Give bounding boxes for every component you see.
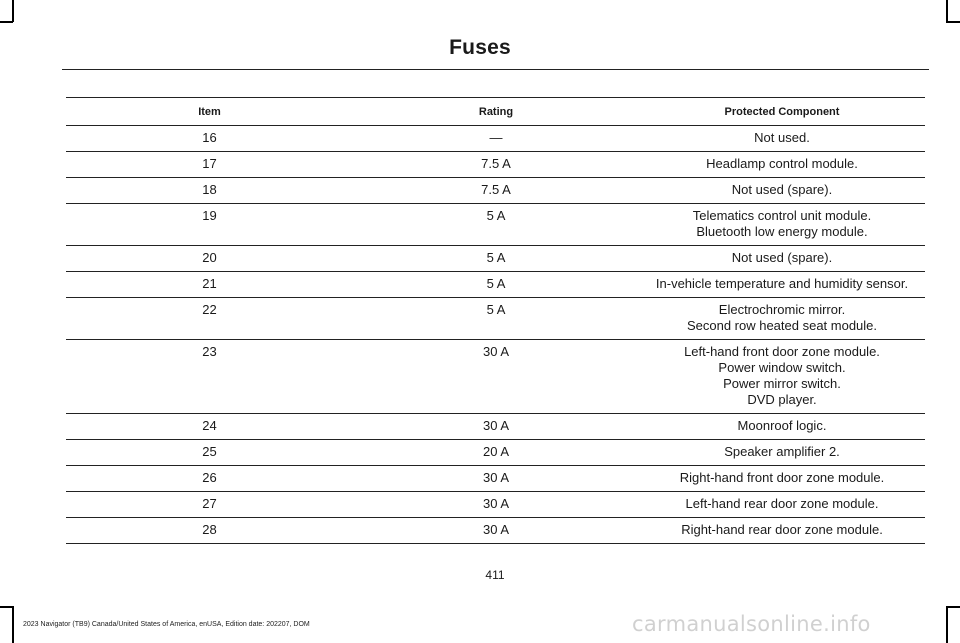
cell-protected-component (639, 518, 925, 544)
crop-mark-bottom-right-v (946, 606, 948, 643)
table-row (66, 272, 925, 298)
crop-mark-top-right-h (946, 21, 960, 23)
cell-rating: 5 A (353, 204, 639, 246)
cell-protected-component (639, 440, 925, 466)
cell-item: 26 (66, 466, 353, 492)
cell-rating: — (353, 126, 639, 152)
component-line: Right-hand front door zone module. (679, 470, 885, 485)
cell-item: 17 (66, 152, 353, 178)
cell-protected-component (639, 492, 925, 518)
cell-item: 28 (66, 518, 353, 544)
component-line: Telematics control unit module. (692, 208, 872, 223)
cell-protected-component (639, 178, 925, 204)
cell-protected-component (639, 414, 925, 440)
column-header-item: Item (66, 98, 353, 126)
cell-item: 20 (66, 246, 353, 272)
table-row (66, 440, 925, 466)
page-title: Fuses (449, 36, 511, 59)
table-row (66, 246, 925, 272)
table-row (66, 152, 925, 178)
component-line: Not used. (754, 130, 810, 145)
cell-rating: 30 A (353, 466, 639, 492)
cell-rating: 20 A (353, 440, 639, 466)
table-row (66, 204, 925, 246)
crop-mark-bottom-left-v (12, 606, 14, 643)
table-row (66, 466, 925, 492)
cell-rating: 30 A (353, 340, 639, 414)
table-row (66, 492, 925, 518)
component-line: Left-hand rear door zone module. (685, 496, 879, 511)
table-row (66, 518, 925, 544)
cell-rating: 7.5 A (353, 178, 639, 204)
cell-protected-component (639, 126, 925, 152)
cell-protected-component (639, 246, 925, 272)
table-header-row (66, 98, 925, 126)
cell-item: 25 (66, 440, 353, 466)
component-line: Not used (spare). (731, 182, 833, 197)
cell-rating: 30 A (353, 492, 639, 518)
cell-protected-component (639, 466, 925, 492)
component-line: Electrochromic mirror. (718, 302, 846, 317)
component-line: Speaker amplifier 2. (724, 444, 840, 459)
fuse-table (66, 97, 925, 544)
cell-protected-component (639, 272, 925, 298)
component-line: Not used (spare). (731, 250, 833, 265)
cell-item: 27 (66, 492, 353, 518)
component-line: Moonroof logic. (737, 418, 827, 433)
component-line: Headlamp control module. (706, 156, 858, 171)
document-info: 2023 Navigator (TB9) Canada/United States of America, enUSA, Edition date: 202207, DOM (23, 621, 310, 628)
cell-item: 19 (66, 204, 353, 246)
component-line: In-vehicle temperature and humidity sensor. (655, 276, 909, 291)
cell-item: 24 (66, 414, 353, 440)
cell-item: 18 (66, 178, 353, 204)
table-row (66, 414, 925, 440)
table-body (66, 126, 925, 544)
cell-rating: 7.5 A (353, 152, 639, 178)
cell-item: 21 (66, 272, 353, 298)
crop-mark-top-left-v (12, 0, 14, 22)
cell-rating: 30 A (353, 518, 639, 544)
component-line: DVD player. (747, 392, 817, 407)
cell-rating: 5 A (353, 272, 639, 298)
component-line: Bluetooth low energy module. (696, 224, 868, 239)
table-row (66, 178, 925, 204)
component-line: Left-hand front door zone module. (684, 344, 880, 359)
crop-mark-top-left-h (0, 21, 13, 23)
table-row (66, 126, 925, 152)
table-row (66, 340, 925, 414)
cell-item: 23 (66, 340, 353, 414)
cell-item: 16 (66, 126, 353, 152)
component-line: Right-hand rear door zone module. (681, 522, 883, 537)
cell-rating: 5 A (353, 246, 639, 272)
crop-mark-bottom-right-h (946, 606, 960, 608)
cell-protected-component (639, 204, 925, 246)
component-line: Power window switch. (718, 360, 846, 375)
cell-protected-component (639, 298, 925, 340)
cell-rating: 30 A (353, 414, 639, 440)
crop-mark-bottom-left-h (0, 606, 13, 608)
cell-protected-component (639, 152, 925, 178)
crop-mark-top-right-v (946, 0, 948, 22)
title-divider (62, 69, 929, 70)
table-row (66, 298, 925, 340)
column-header-rating: Rating (353, 98, 639, 126)
watermark: carmanualsonline.info (632, 612, 871, 636)
component-line: Power mirror switch. (723, 376, 841, 391)
column-header-protected-component: Protected Component (639, 98, 925, 126)
component-line: Second row heated seat module. (686, 318, 878, 333)
cell-rating: 5 A (353, 298, 639, 340)
page-number: 411 (485, 568, 505, 582)
cell-protected-component (639, 340, 925, 414)
cell-item: 22 (66, 298, 353, 340)
